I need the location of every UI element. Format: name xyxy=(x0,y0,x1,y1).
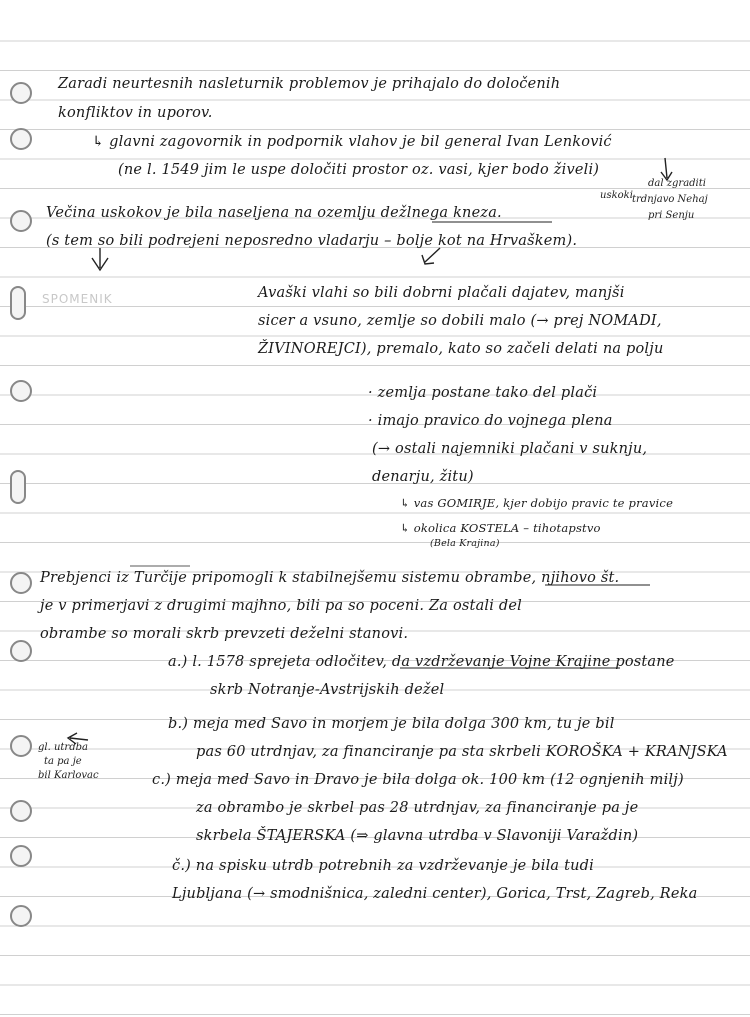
margin-note-uskoki: uskoki xyxy=(600,190,633,201)
text-line: b.) meja med Savo in morjem je bila dolga 300 km, tu je bil xyxy=(168,716,615,732)
text-line: · zemlja postane tako del plači xyxy=(368,385,598,401)
margin-note-line: dal zgraditi xyxy=(648,178,706,189)
text-line: skrbela ŠTAJERSKA (⇒ glavna utrdba v Slavoniji Varaždin) xyxy=(196,828,639,844)
margin-note-line: trdnjavo Nehaj xyxy=(632,194,708,205)
text-line: Večina uskokov je bila naseljena na ozemlju dežlnega kneza. xyxy=(46,205,502,221)
margin-note-line: gl. utrdba xyxy=(38,742,88,753)
text-line: Prebjenci iz Turčije pripomogli k stabilnejšemu sistemu obrambe, njihovo št. xyxy=(40,570,620,586)
text-line: za obrambo je skrbel pas 28 utrdnjav, za financiranje pa je xyxy=(196,800,639,816)
text-line: (ne l. 1549 jim le uspe določiti prostor oz. vasi, kjer bodo živeli) xyxy=(118,162,600,178)
text-line: Zaradi neurtesnih nasleturnik problemov je prihajalo do določenih xyxy=(58,76,561,92)
text-line: (Bela Krajina) xyxy=(430,538,500,549)
text-line: c.) meja med Savo in Dravo je bila dolga ok. 100 km (12 ognjenih milj) xyxy=(152,772,684,788)
text-line: č.) na spisku utrdb potrebnih za vzdrževanje je bila tudi xyxy=(172,858,594,874)
text-line: ↳ vas GOMIRJE, kjer dobijo pravic te pravice xyxy=(400,496,674,510)
text-line: Avaški vlahi so bili dobrni plačali dajatev, manjši xyxy=(258,285,625,301)
faded-stamp-text: SPOMENIK xyxy=(42,292,113,306)
text-line: · imajo pravico do vojnega plena xyxy=(368,413,613,429)
text-line: ŽIVINOREJCI), premalo, kato so začeli delati na polju xyxy=(258,341,664,357)
text-line: Ljubljana (→ smodnišnica, zaledni center), Gorica, Trst, Zagreb, Reka xyxy=(172,886,698,902)
margin-note-line: ta pa je xyxy=(44,756,82,767)
text-line: (→ ostali najemniki plačani v suknju, xyxy=(372,441,648,457)
margin-note-line: bil Karlovac xyxy=(38,770,99,781)
text-line: obrambe so morali skrb prevzeti deželni stanovi. xyxy=(40,626,409,642)
text-line: denarju, žitu) xyxy=(372,469,474,485)
text-line: ↳ glavni zagovornik in podpornik vlahov je bil general Ivan Lenković xyxy=(92,134,612,150)
margin-note-line: pri Senju xyxy=(648,210,695,221)
text-line: a.) l. 1578 sprejeta odločitev, da vzdrževanje Vojne Krajine postane xyxy=(168,654,675,670)
text-line: pas 60 utrdnjav, za financiranje pa sta skrbeli KOROŠKA + KRANJSKA xyxy=(196,744,728,760)
text-line: (s tem so bili podrejeni neposredno vladarju – bolje kot na Hrvaškem). xyxy=(46,233,578,249)
text-line: je v primerjavi z drugimi majhno, bili pa so poceni. Za ostali del xyxy=(40,598,522,614)
text-line: skrb Notranje-Avstrijskih dežel xyxy=(210,682,445,698)
text-line: ↳ okolica KOSTELA – tihotapstvo xyxy=(400,521,601,535)
text-line: konfliktov in uporov. xyxy=(58,105,213,121)
text-line: sicer a vsuno, zemlje so dobili malo (→ prej NOMADI, xyxy=(258,313,662,329)
